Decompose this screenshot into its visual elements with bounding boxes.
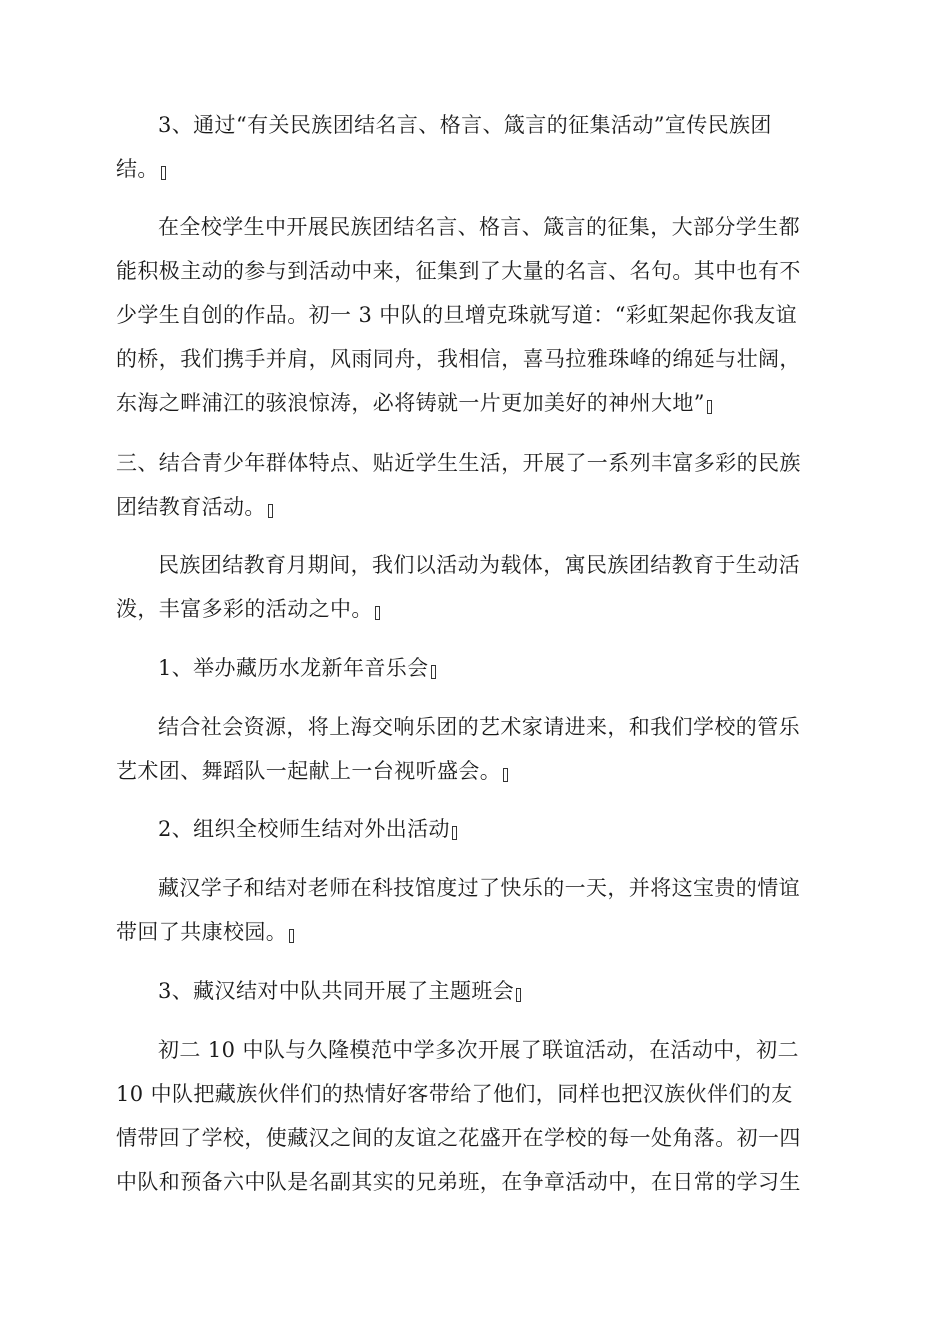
- paragraph-4: [116, 543, 836, 631]
- text-run: 1、举办藏历水龙新年音乐会: [158, 656, 429, 680]
- paragraph-mark-icon: [503, 768, 508, 782]
- text-line: 结合社会资源，将上海交响乐团的艺术家请进来，和我们学校的管乐: [158, 715, 800, 739]
- paragraph-mark-icon: [452, 826, 457, 840]
- text-line: 三、结合青少年群体特点、贴近学生生活，开展了一系列丰富多彩的民族: [116, 451, 801, 475]
- paragraph-6: [116, 705, 836, 793]
- text-run: 团结教育活动。: [116, 495, 266, 519]
- text-line: [116, 807, 836, 851]
- text-run: 带回了共康校园。: [116, 920, 288, 944]
- text-line: [116, 646, 836, 690]
- paragraph-1: [116, 103, 836, 191]
- paragraph-2: [116, 205, 836, 425]
- paragraph-mark-icon: [289, 929, 294, 943]
- text-line: [116, 147, 836, 191]
- paragraph-mark-icon: [707, 400, 712, 414]
- text-line: [116, 749, 836, 793]
- text-line: 初二 10 中队与久隆模范中学多次开展了联谊活动，在活动中，初二: [158, 1038, 799, 1062]
- text-line: 能积极主动的参与到活动中来，征集到了大量的名言、名句。其中也有不: [116, 259, 801, 283]
- text-line: 藏汉学子和结对老师在科技馆度过了快乐的一天，并将这宝贵的情谊: [158, 876, 800, 900]
- text-line: 中队和预备六中队是名副其实的兄弟班，在争章活动中，在日常的学习生: [116, 1170, 801, 1194]
- text-run: 2、组织全校师生结对外出活动: [158, 817, 450, 841]
- text-line: 10 中队把藏族伙伴们的热情好客带给了他们，同样也把汉族伙伴们的友: [116, 1082, 793, 1106]
- paragraph-mark-icon: [375, 606, 380, 620]
- text-run: 3、藏汉结对中队共同开展了主题班会: [158, 979, 515, 1003]
- text-line: [116, 969, 836, 1013]
- text-run: 结。: [116, 157, 159, 181]
- paragraph-mark-icon: [431, 665, 436, 679]
- paragraph-10: [116, 1028, 836, 1204]
- text-line: [116, 381, 836, 425]
- paragraph-8: [116, 866, 836, 954]
- paragraph-7: [116, 807, 836, 851]
- paragraph-mark-icon: [516, 988, 521, 1002]
- text-line: [116, 587, 836, 631]
- paragraph-3: [116, 441, 836, 529]
- text-line: 3、通过“有关民族团结名言、格言、箴言的征集活动”宣传民族团: [158, 113, 772, 137]
- text-line: 少学生自创的作品。初一 3 中队的旦增克珠就写道：“彩虹架起你我友谊: [116, 303, 798, 327]
- text-run: 艺术团、舞蹈队一起献上一台视听盛会。: [116, 759, 502, 783]
- text-line: [116, 485, 836, 529]
- paragraph-mark-icon: [161, 166, 166, 180]
- paragraph-9: [116, 969, 836, 1013]
- text-line: 民族团结教育月期间，我们以活动为载体，寓民族团结教育于生动活: [158, 553, 800, 577]
- text-line: 在全校学生中开展民族团结名言、格言、箴言的征集，大部分学生都: [158, 215, 800, 239]
- text-line: 的桥，我们携手并肩，风雨同舟，我相信，喜马拉雅珠峰的绵延与壮阔，: [116, 347, 801, 371]
- text-line: [116, 910, 836, 954]
- paragraph-5: [116, 646, 836, 690]
- text-line: 情带回了学校，使藏汉之间的友谊之花盛开在学校的每一处角落。初一四: [116, 1126, 801, 1150]
- text-run: 泼，丰富多彩的活动之中。: [116, 597, 373, 621]
- text-run: 东海之畔浦江的骇浪惊涛，必将铸就一片更加美好的神州大地”: [116, 391, 705, 415]
- paragraph-mark-icon: [268, 504, 273, 518]
